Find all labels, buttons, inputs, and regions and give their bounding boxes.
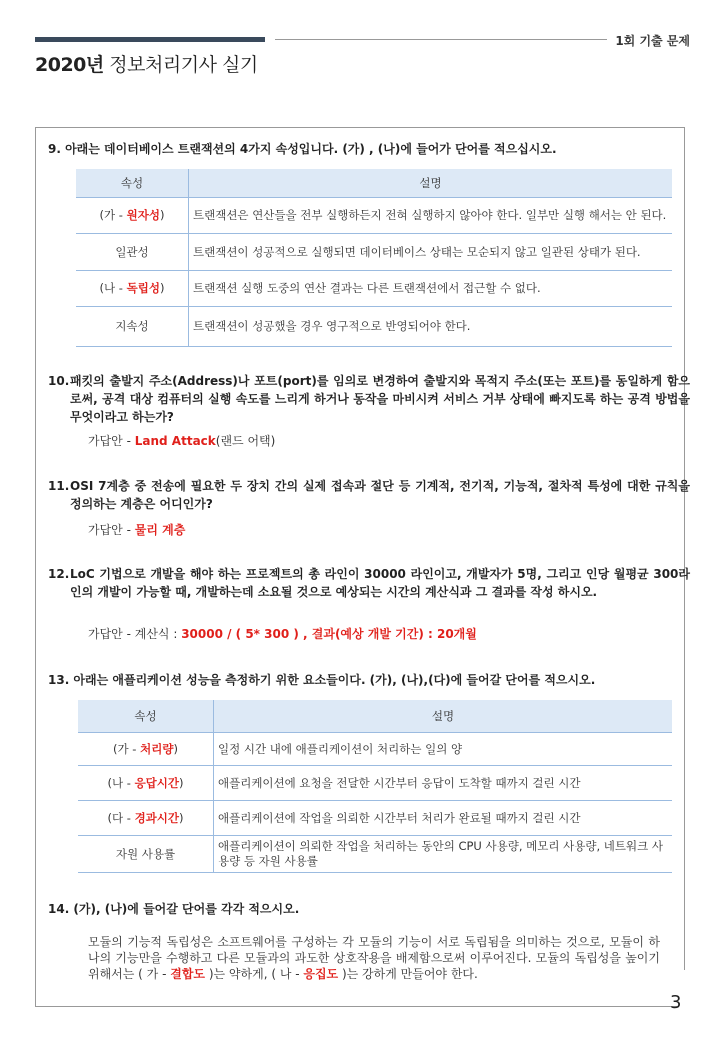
col-header-description: 설명 (214, 700, 673, 733)
description-cell: 트랜잭션이 성공적으로 실행되면 데이터베이스 상태는 모순되지 않고 일관된 상태가 된다. (189, 234, 673, 271)
table-row (78, 836, 672, 873)
table-row (78, 801, 672, 836)
table-header-row (78, 700, 672, 733)
description-cell: 애플리케이션에 작업을 의뢰한 시간부터 처리가 완료될 때까지 걸린 시간 (214, 801, 673, 836)
page-number: 3 (670, 992, 682, 1013)
table-row (78, 766, 672, 801)
title-subject: 정보처리기사 실기 (109, 54, 258, 76)
description-cell: 트랜잭션이 성공했을 경우 영구적으로 반영되어야 한다. (189, 307, 673, 347)
description-cell: 트랜잭션 실행 도중의 연산 결과는 다른 트랜잭션에서 접근할 수 없다. (189, 271, 673, 307)
attribute-cell: (다 - 경과시간) (78, 801, 214, 836)
table-header-row (76, 169, 672, 198)
table-row (76, 271, 672, 307)
attribute-cell: 자원 사용률 (78, 836, 214, 873)
description-cell: 애플리케이션이 의뢰한 작업을 처리하는 동안의 CPU 사용량, 메모리 사용량, 네트워크 사용량 등 자원 사용률 (214, 836, 673, 873)
question-14: 14. (가), (나)에 들어갈 단어를 각각 적으시오. (48, 902, 300, 916)
attribute-cell: (나 - 독립성) (76, 271, 189, 307)
question-10: 10.패킷의 출발지 주소(Address)나 포트(port)를 임의로 변경하여 출발지와 목적지 주소(또는 포트)를 동일하게 함으로써, 공격 대상 컴퓨터의 실행 속도를 느리게 하거나 동작을 마비시켜 서비스 거부 상태에 빠지도록 하는 공격 방법을 무엇이라고 하는가? (48, 374, 690, 424)
col-header-attribute: 속성 (76, 169, 189, 198)
title-year: 2020년 (35, 54, 104, 76)
col-header-attribute: 속성 (78, 700, 214, 733)
question-9: 9. 아래는 데이터베이스 트랜잭션의 4가지 속성입니다. (가) , (나)에 들어가 단어를 적으십시오. (48, 142, 557, 156)
attribute-cell: 지속성 (76, 307, 189, 347)
table-row (76, 198, 672, 234)
answer-12: 가답안 - 계산식 : 30000 / ( 5* 300 ) , 결과(예상 개발 기간) : 20개월 (88, 627, 477, 641)
q13-table (78, 700, 672, 873)
attribute-cell: (가 - 처리량) (78, 733, 214, 766)
description-cell: 일정 시간 내에 애플리케이션이 처리하는 일의 양 (214, 733, 673, 766)
question-12: 12.LoC 기법으로 개발을 해야 하는 프로젝트의 총 라인이 30000 라인이고, 개발자가 5명, 그리고 인당 월평균 300라인의 개발이 가능할 때, 개발하는데 소요될 것으로 예상되는 시간의 계산식과 그 결과를 작성 하시오. (48, 567, 690, 599)
answer-11: 가답안 - 물리 계층 (88, 523, 186, 537)
question-11: 11.OSI 7계층 중 전송에 필요한 두 장치 간의 실제 접속과 절단 등 기계적, 전기적, 기능적, 절차적 특성에 대한 규칙을 정의하는 계층은 어디인가? (48, 479, 690, 511)
attribute-cell: 일관성 (76, 234, 189, 271)
table-row (76, 234, 672, 271)
attribute-cell: (가 - 원자성) (76, 198, 189, 234)
col-header-description: 설명 (189, 169, 673, 198)
page-title (35, 50, 258, 77)
table-row (76, 307, 672, 347)
header-accent-bar (35, 37, 265, 42)
header-exam-label: 1회 기출 문제 (607, 32, 690, 49)
q14-passage: 모듈의 기능적 독립성은 소프트웨어를 구성하는 각 모듈의 기능이 서로 독립됨을 의미하는 것으로, 모듈이 하나의 기능만을 수행하고 다른 모듈과의 과도한 상호작용을 배제함으로써 이루어진다. 모듈의 독립성을 높이기 위해서는 ( 가 - 결합도 )는 약하게, ( 나 - 응집도 )는 강하게 만들어야 한다. (88, 935, 660, 981)
q9-table (76, 169, 672, 347)
answer-10: 가답안 - Land Attack(랜드 어택) (88, 434, 276, 448)
question-13: 13. 아래는 애플리케이션 성능을 측정하기 위한 요소들이다. (가), (나),(다)에 들어갈 단어를 적으시오. (48, 673, 596, 687)
table-row (78, 733, 672, 766)
description-cell: 트랜잭션은 연산들을 전부 실행하든지 전혀 실행하지 않아야 한다. 일부만 실행 해서는 안 된다. (189, 198, 673, 234)
attribute-cell: (나 - 응답시간) (78, 766, 214, 801)
description-cell: 애플리케이션에 요청을 전달한 시간부터 응답이 도착할 때까지 걸린 시간 (214, 766, 673, 801)
